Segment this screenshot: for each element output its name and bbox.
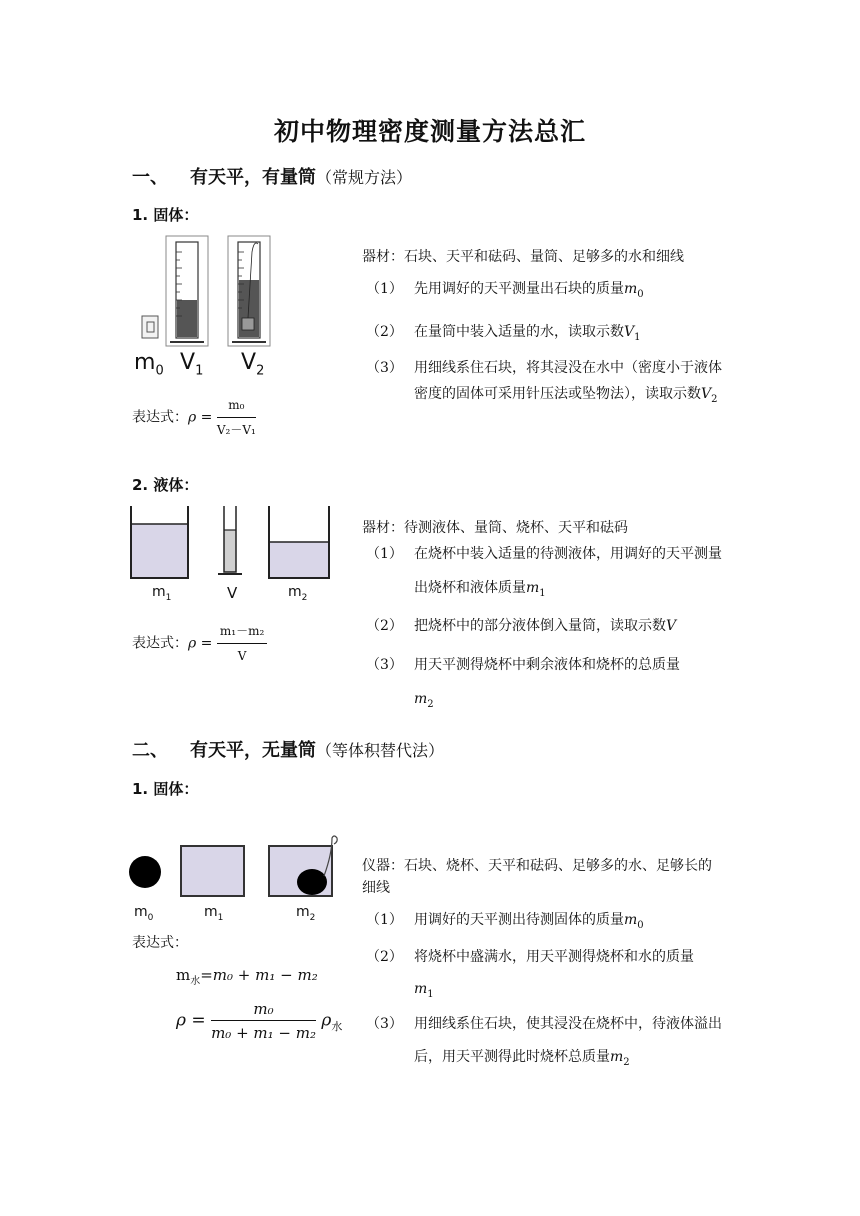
liquid-step-1: （1） 在烧杯中装入适量的待测液体，用调好的天平测量出烧杯和液体质量$m_1$: [366, 546, 722, 599]
section-1-note: （常规方法）: [316, 168, 413, 187]
section-1-title: 有天平，有量筒: [190, 167, 316, 188]
section-2-equipment: 仪器：石块、烧杯、天平和砝码、足够多的水、足够长的细线: [362, 858, 712, 896]
label-m2: $m_2$: [288, 584, 308, 603]
section-1-number: 一、: [132, 167, 168, 188]
liquid-fraction: $\frac{\text{m₁－m₂}}{V}$: [217, 620, 267, 667]
solid-fraction: $\frac{\text{m₀}}{\text{V₂－V₁}}$: [217, 394, 256, 441]
liquid-step-2: （2） 把烧杯中的部分液体倒入量筒，读取示数V: [366, 618, 677, 634]
section-1-liquid-label: 2. 液体：: [132, 476, 199, 494]
section-1-heading: [132, 163, 412, 189]
section-2-title: 有天平，无量筒: [190, 740, 316, 761]
liquid-measurement-figure: [128, 504, 338, 584]
liquid-expression: 表达式：ρ = $\frac{\text{m₁－m₂}}{V}$: [132, 620, 267, 667]
liquid-equipment: 器材：待测液体、量筒、烧杯、天平和砝码: [362, 520, 628, 536]
section-1-solid-label: 1. 固体：: [132, 206, 199, 224]
label-v2: $V_2$: [241, 350, 265, 379]
solid-step-1: （1） 先用调好的天平测量出石块的质量$m_0$: [366, 281, 644, 300]
section-2-note: （等体积替代法）: [316, 741, 445, 760]
section-2-step-1: （1） 用调好的天平测出待测固体的质量$m_0$: [366, 912, 644, 931]
section-2-heading: [132, 736, 444, 762]
water-mass-equation: $m_水=m_0 + m_1 - m_2$: [176, 966, 318, 987]
page-title: 初中物理密度测量方法总汇: [273, 117, 586, 146]
label-m0: $m_0$: [134, 350, 164, 379]
section-2-step-3: （3） 用细线系住石块，使其浸没在烧杯中，待液体溢出后，用天平测得此时烧杯总质量$m_2$: [366, 1016, 722, 1068]
section-2-number: 二、: [132, 740, 168, 761]
section-2-expression-label: 表达式：: [132, 935, 188, 951]
solid-expression: 表达式：ρ = $\frac{\text{m₀}}{\text{V₂－V₁}}$: [132, 394, 256, 441]
label-m0-2: $m_0$: [134, 904, 154, 923]
section-2-solid-label: 1. 固体：: [132, 780, 199, 798]
label-m2-2: $m_2$: [296, 904, 316, 923]
liquid-step-3: （3） 用天平测得烧杯中剩余液体和烧杯的总质量 $m_2$: [366, 657, 680, 710]
overflow-method-figure: [128, 834, 348, 904]
label-m1-2: $m_1$: [204, 904, 224, 923]
label-v: V: [227, 584, 238, 602]
solid-step-3: （3） 用细线系住石块，将其浸没在水中（密度小于液体密度的固体可采用针压法或坠物法），读取示数$V_2$: [366, 360, 722, 405]
solid-step-2: （2） 在量筒中装入适量的水，读取示数$V_1$: [366, 324, 641, 343]
label-v1: $V_1$: [180, 350, 204, 379]
section-2-step-2: （2） 将烧杯中盛满水，用天平测得烧杯和水的质量 $m_1$: [366, 949, 694, 1000]
label-m1: $m_1$: [152, 584, 172, 603]
density-equation: ρ = $\frac{\text{m₀}}{\text{m₀ + m₁ − m₂}}$ $\rho_水$: [176, 1000, 343, 1042]
density-fraction: $\frac{\text{m₀}}{\text{m₀ + m₁ − m₂}}$: [211, 1000, 316, 1042]
solid-equipment: 器材：石块、天平和砝码、量筒、足够多的水和细线: [362, 249, 684, 265]
